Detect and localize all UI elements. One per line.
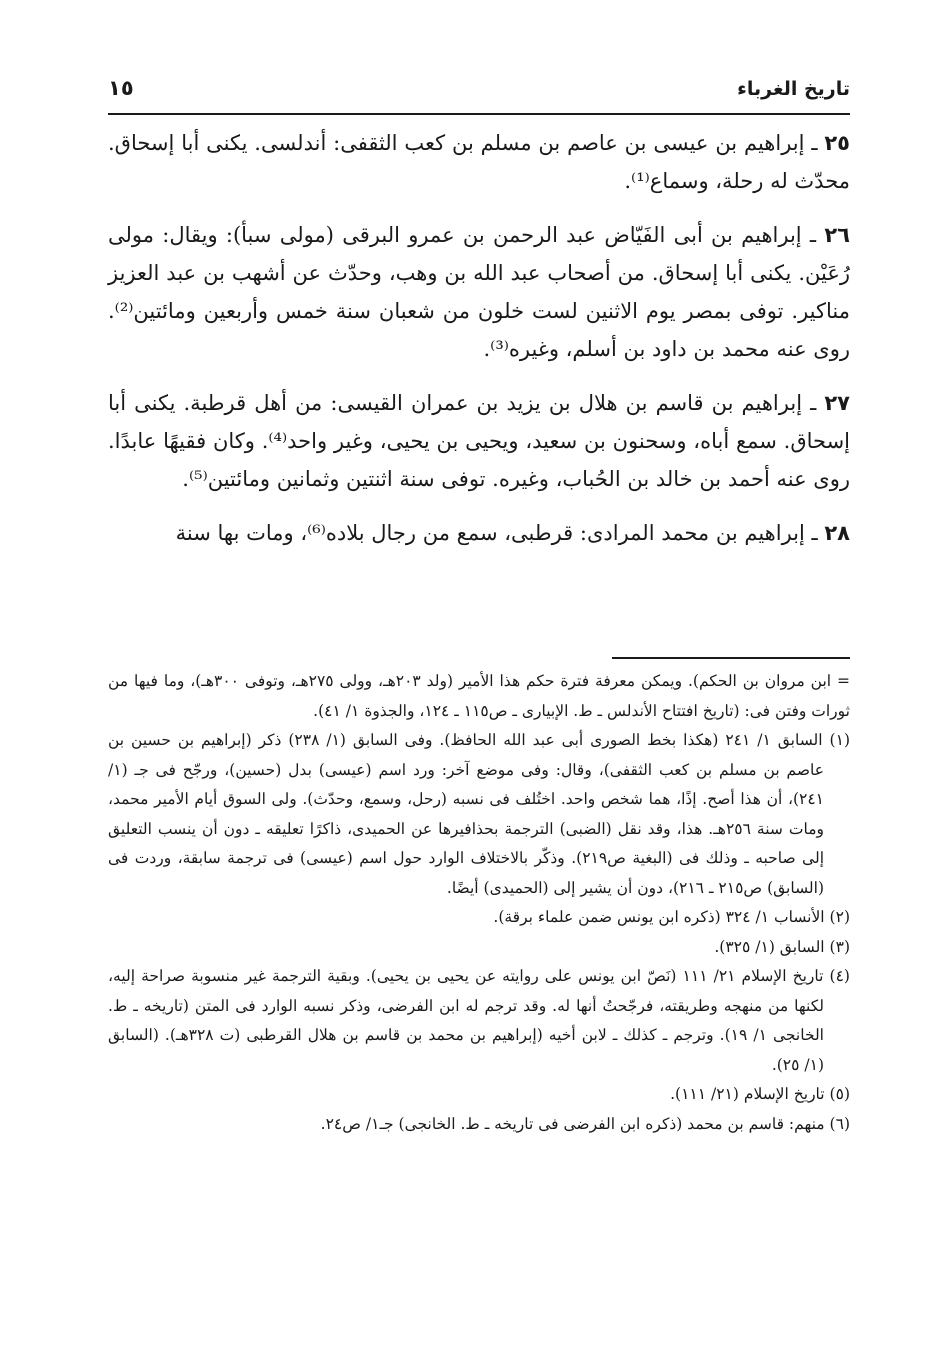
entry-number: ٢٨ [824, 521, 850, 545]
footnote-marker: (٦) [829, 1114, 850, 1133]
footnote-1 [108, 726, 850, 903]
footnote-marker: (٢) [829, 908, 850, 926]
entry-number: ٢٦ [824, 223, 850, 247]
footnote-marker: (٣) [829, 937, 850, 956]
footnote-separator [612, 657, 850, 659]
footnote-marker: (٤) [829, 967, 850, 985]
footnote-text: تاريخ الإسلام (٢١/ ١١١). [670, 1085, 825, 1103]
footnote-text: منهم: قاسم بن محمد (ذكره ابن الفرضى فى تاريخه ـ ط. الخانجى) جـ١/ ص٢٤. [320, 1114, 825, 1133]
entry-text: إبراهيم بن أبى الفَيّاض عبد الرحمن بن عمرو البرقى (مولى سبأ): ويقال: مولى رُعَيْن. يكنى أبا إسحاق. من أصحاب عبد الله بن وهب، وحدّث عن أشهب بن عبد العزيز مناكير. توفى بمصر يوم الاثنين لست خلون من شعبان سنة خمس وأربعين ومائتين⁽²⁾. روى عنه محمد بن داود بن أسلم، وغيره⁽³⁾. [108, 223, 850, 361]
footnote-4 [108, 962, 850, 1080]
header-rule [108, 113, 850, 115]
footnote-text: السابق (١/ ٣٢٥). [714, 937, 825, 956]
footnote-3 [108, 933, 850, 963]
footnote-6 [108, 1110, 850, 1140]
running-header [108, 72, 850, 110]
entry-28: ٢٨ ـ إبراهيم بن محمد المرادى: قرطبى، سمع من رجال بلاده⁽⁶⁾، ومات بها سنة [175, 521, 850, 545]
footnote-continuation: = ابن مروان بن الحكم). ويمكن معرفة فترة حكم هذا الأمير (ولد ٢٠٣هـ، وولى ٢٧٥هـ، وتوفى ٣٠٠هـ)، وما فيها من ثورات وفتن فى: (تاريخ افتتاح الأندلس ـ ط. الإبيارى ـ ص١١٥ ـ ١٢٤، والجذوة ١/ ٤١). [108, 672, 850, 720]
entry-number: ٢٥ [824, 131, 850, 155]
entry-25: ٢٥ ـ إبراهيم بن عيسى بن عاصم بن مسلم بن كعب الثقفى: أندلسى. يكنى أبا إسحاق. محدّث له رحلة، وسماع⁽¹⁾. [108, 131, 850, 193]
footnote-marker: (١) [829, 731, 850, 749]
main-text [108, 124, 850, 568]
footnote-text: الأنساب ١/ ٣٢٤ (ذكره ابن يونس ضمن علماء برقة). [493, 908, 825, 926]
entry-text: إبراهيم بن محمد المرادى: قرطبى، سمع من رجال بلاده⁽⁶⁾، ومات بها سنة [175, 521, 805, 545]
entry-26: ٢٦ ـ إبراهيم بن أبى الفَيّاض عبد الرحمن بن عمرو البرقى (مولى سبأ): ويقال: مولى رُعَيْن. يكنى أبا إسحاق. من أصحاب عبد الله بن وهب، وحدّث عن أشهب بن عبد العزيز مناكير. توفى بمصر يوم الاثنين لست خلون من شعبان سنة خمس وأربعين ومائتين⁽²⁾. روى عنه محمد بن داود بن أسلم، وغيره⁽³⁾. [108, 223, 850, 361]
footnotes [108, 667, 850, 1139]
entry-27: ٢٧ ـ إبراهيم بن قاسم بن هلال بن يزيد بن عمران القيسى: من أهل قرطبة. يكنى أبا إسحاق. سمع أباه، وسحنون بن سعيد، ويحيى بن يحيى، وغير واحد⁽⁴⁾. وكان فقيهًا عابدًا. روى عنه أحمد بن خالد بن الحُباب، وغيره. توفى سنة اثنتين وثمانين ومائتين⁽⁵⁾. [108, 391, 850, 491]
footnote-marker: (٥) [829, 1085, 850, 1103]
footnote-5 [108, 1080, 850, 1110]
entry-text: إبراهيم بن عيسى بن عاصم بن مسلم بن كعب الثقفى: أندلسى. يكنى أبا إسحاق. محدّث له رحلة، وسماع⁽¹⁾. [108, 131, 850, 193]
footnote-2 [108, 903, 850, 933]
entry-text: إبراهيم بن قاسم بن هلال بن يزيد بن عمران القيسى: من أهل قرطبة. يكنى أبا إسحاق. سمع أباه، وسحنون بن سعيد، ويحيى بن يحيى، وغير واحد⁽⁴⁾. وكان فقيهًا عابدًا. روى عنه أحمد بن خالد بن الحُباب، وغيره. توفى سنة اثنتين وثمانين ومائتين⁽⁵⁾. [108, 391, 850, 491]
page-number: ١٥ [108, 76, 134, 100]
footnote-text: السابق ١/ ٢٤١ (هكذا بخط الصورى أبى عبد الله الحافظ). وفى السابق (١/ ٢٣٨) ذكر (إبراهيم بن حسين بن عاصم بن مسلم بن كعب الثقفى)، وقال: وفى موضع آخر: ورد اسم (عيسى) بدل (حسين)، ورجّح فى جـ (١/ ٢٤١)، أن هذا أصح. إذًا، هما شخص واحد. اختُلف فى نسبه (رحل، وسمع، وحدّث). ولى السوق أيام الأمير محمد، ومات سنة ٢٥٦هـ. هذا، وقد نقل (الضبى) الترجمة بحذافيرها عن الحميدى، ذاكرًا تعليقه ـ دون أن ينسب التعليق إلى صاحبه ـ وذلك فى (البغية ص٢١٩). وذكّر بالاختلاف الوارد حول اسم (عيسى) فى ترجمة سابقة، وردت فى (السابق) ص٢١٥ ـ ٢١٦)، دون أن يشير إلى (الحميدى) أيضًا. [108, 731, 825, 897]
footnote-text: تاريخ الإسلام ٢١/ ١١١ (نَصّ ابن يونس على روايته عن يحيى بن يحيى). وبقية الترجمة غير منسوبة صراحة إليه، لكنها من منهجه وطريقته، فرجّحتُ أنها له. وقد ترجم له ابن الفرضى، وذكر نسبه الوارد فى المتن (تاريخه ـ ط. الخانجى ١/ ١٩). وترجم ـ كذلك ـ لابن أخيه (إبراهيم بن محمد بن قاسم بن هلال القرطبى (ت ٣٢٨هـ). (السابق (١/ ٢٥). [108, 967, 824, 1074]
entry-number: ٢٧ [824, 391, 850, 415]
book-title: تاريخ الغرباء [737, 78, 850, 100]
